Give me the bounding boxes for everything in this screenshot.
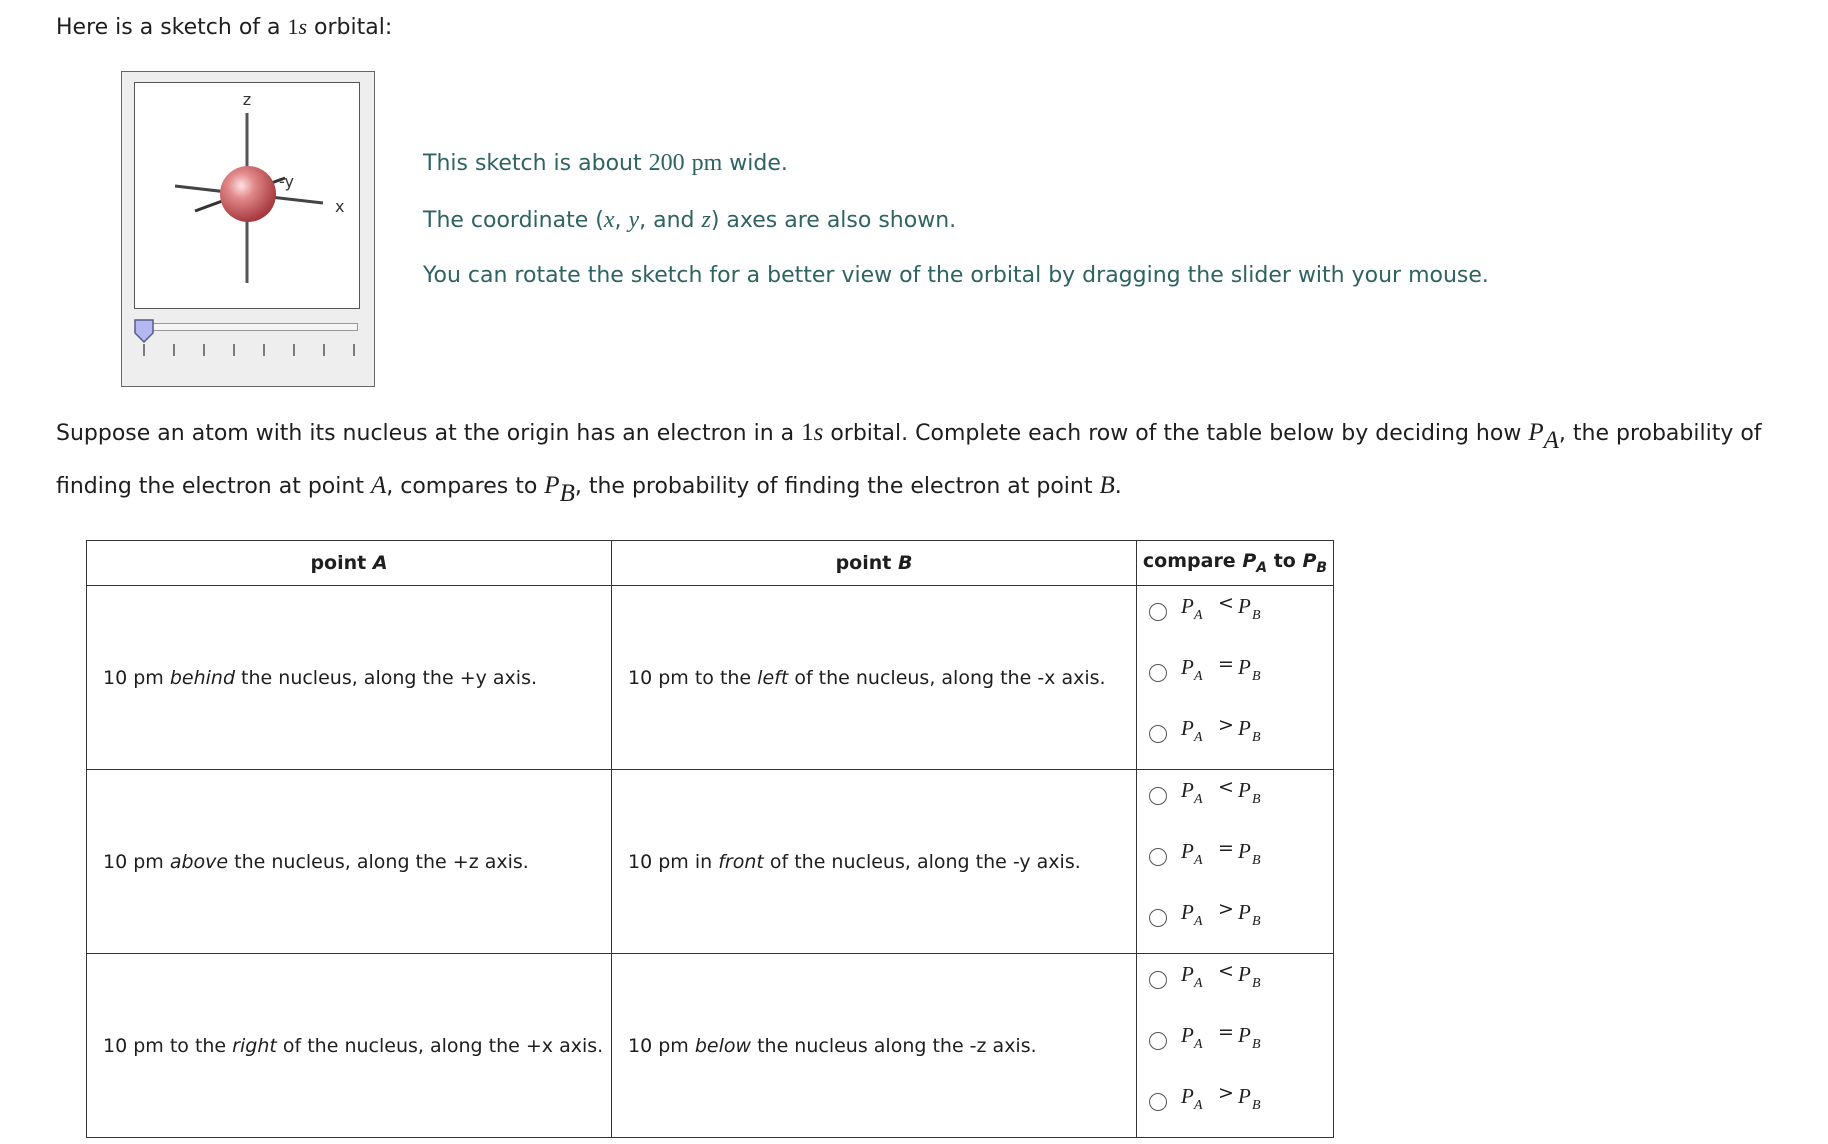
radio-button[interactable]	[1149, 725, 1167, 743]
rotate-note: You can rotate the sketch for a better view of the orbital by dragging the slider with your mouse.	[423, 263, 1489, 288]
option-equal[interactable]: P A = P B	[1149, 1021, 1329, 1061]
orbital-sketch-widget	[121, 71, 375, 387]
axis-label-y: -y	[279, 172, 294, 191]
header-point-b: point B	[612, 541, 1137, 586]
option-greater-than[interactable]: P A > P B	[1149, 714, 1329, 754]
table-header-row	[87, 541, 1334, 586]
rotation-slider-track[interactable]	[136, 323, 358, 331]
radio-button[interactable]	[1149, 848, 1167, 866]
point-a-cell: 10 pm to the right of the nucleus, along the +x axis.	[87, 954, 612, 1138]
compare-cell	[1137, 586, 1334, 770]
point-a-cell: 10 pm above the nucleus, along the +z axis.	[87, 770, 612, 954]
point-b-cell: 10 pm in front of the nucleus, along the -y axis.	[612, 770, 1137, 954]
option-less-than[interactable]: P A < P B	[1149, 592, 1329, 632]
slider-ticks	[122, 342, 376, 362]
option-greater-than[interactable]: P A > P B	[1149, 1082, 1329, 1122]
point-a-cell: 10 pm behind the nucleus, along the +y axis.	[87, 586, 612, 770]
header-point-a: point A	[87, 541, 612, 586]
compare-cell	[1137, 770, 1334, 954]
axis-label-x: x	[335, 197, 345, 216]
option-less-than[interactable]: P A < P B	[1149, 960, 1329, 1000]
point-b-cell: 10 pm below the nucleus along the -z axis.	[612, 954, 1137, 1138]
radio-button[interactable]	[1149, 1032, 1167, 1050]
radio-button[interactable]	[1149, 787, 1167, 805]
compare-cell	[1137, 954, 1334, 1138]
radio-button[interactable]	[1149, 909, 1167, 927]
radio-button[interactable]	[1149, 664, 1167, 682]
orbital-sphere	[220, 166, 276, 222]
axes-note: The coordinate (x, y, and z) axes are also shown.	[423, 207, 957, 233]
option-equal[interactable]: P A = P B	[1149, 653, 1329, 693]
intro-text: Here is a sketch of a 1s orbital:	[56, 14, 393, 40]
orbital-sketch-view[interactable]	[134, 82, 360, 309]
table-row	[87, 954, 1334, 1138]
radio-button[interactable]	[1149, 603, 1167, 621]
option-equal[interactable]: P A = P B	[1149, 837, 1329, 877]
table-row	[87, 770, 1334, 954]
option-greater-than[interactable]: P A > P B	[1149, 898, 1329, 938]
radio-button[interactable]	[1149, 1093, 1167, 1111]
sketch-size-note: This sketch is about 200 pm wide.	[423, 150, 788, 176]
header-compare: compare $P_A$ to $P_B$	[1137, 541, 1334, 586]
comparison-table	[86, 540, 1334, 1138]
radio-button[interactable]	[1149, 971, 1167, 989]
question-text: Suppose an atom with its nucleus at the origin has an electron in a 1s orbital. Complete each row of the table below by deciding how $P_A$, the probability of finding the electron at point A, compares to $P_B$, the probability of finding the electron at point B.	[56, 419, 1762, 507]
table-row	[87, 586, 1334, 770]
axis-label-z: z	[242, 90, 252, 109]
option-less-than[interactable]: P A < P B	[1149, 776, 1329, 816]
rotation-slider-handle[interactable]	[134, 319, 154, 343]
point-b-cell: 10 pm to the left of the nucleus, along the -x axis.	[612, 586, 1137, 770]
